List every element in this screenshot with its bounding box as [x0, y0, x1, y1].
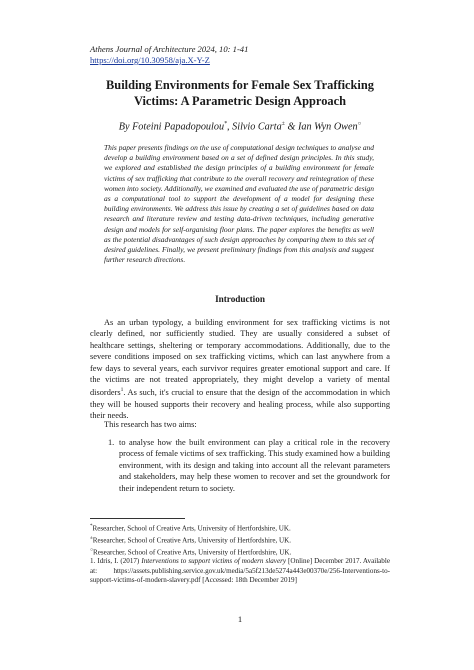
page-number: 1	[237, 614, 243, 624]
author-mark: ○	[357, 121, 362, 127]
paper-title: Building Environments for Female Sex Trafficking Victims: A Parametric Design Approach	[106, 78, 374, 108]
footnote	[90, 522, 390, 534]
list-item	[108, 437, 390, 494]
footnote-divider	[90, 518, 185, 519]
list-number: 1.	[108, 438, 115, 447]
footnote	[90, 546, 390, 558]
footnote-text: Researcher, School of Creative Arts, University of Hertfordshire, UK.	[93, 547, 292, 556]
list-text: to analyse how the built environment can play a critical role in the recovery process of female victims of sex trafficking. This study examined how a building environment, with its design and taking into account all the relevant parameters and stakeholders, may help these women to recover and set the groundwork for their independent return to society.	[119, 438, 390, 493]
footnote-text: Researcher, School of Creative Arts, University of Hertfordshire, UK.	[92, 524, 291, 533]
footnote-text: 1. Idris, I. (2017)	[90, 557, 142, 566]
section-heading-introduction: Introduction	[215, 294, 265, 304]
author-name: , Silvio Carta	[227, 121, 282, 133]
paragraph-text: . As such, it's crucial to ensure that the design of the accommodation in which they will be housed supports their recovery and healing process, while also supporting their needs.	[90, 388, 390, 421]
footnote-mark: *	[90, 524, 93, 529]
footnote-mark: ±	[90, 535, 93, 541]
footnote-text: Researcher, School of Creative Arts, University of Hertfordshire, UK.	[92, 536, 292, 545]
footnote-text: [Online] December 2017. Available at: https://assets.publishing.service.gov.uk/media/5a5f213de5274a443e00370e/256-Interventions-to-support-victims-of-modern-slavery.pdf [Accessed: 18th December 2019]	[90, 557, 390, 585]
author-mark: ±	[281, 121, 285, 127]
footnote-italic: Interventions to support victims of modern slavery	[141, 557, 286, 566]
footnotes	[90, 522, 390, 586]
abstract: This paper presents findings on the use of computational design techniques to analyse and develop a building environment based on a set of defined design principles. In this study, we explored and established the design principles of a building environment for female victims of sex trafficking that contribute to the overall recovery and reintegration of these women into society. Additionally, we examined and evaluated the use of parametric design as a computational tool to support the development of a model for designing these building environments. We address this issue by creating a set of guidelines based on data research and literature review and testing data-driven techniques, including generative design and models for self-organising floor plans. The paper explores the benefits as well as the potential disadvantages of such design approaches by comparing them to this set of desired guidelines. Finally, we present preliminary findings from this analysis and suggest further research directions.	[104, 143, 374, 265]
footnote	[90, 534, 390, 546]
footnote-mark: ○	[90, 547, 94, 553]
footnote	[90, 557, 390, 585]
author-line	[90, 118, 390, 133]
author-name: By Foteini Papadopoulou	[118, 121, 225, 133]
author-name: & Ian Wyn Owen	[284, 121, 358, 133]
paragraph	[90, 317, 390, 421]
footnote-ref[interactable]: 1	[120, 387, 124, 394]
doi-link[interactable]: https://doi.org/10.30958/aja.X-Y-Z	[90, 55, 210, 65]
paragraph: This research has two aims:	[104, 420, 197, 429]
journal-citation: Athens Journal of Architecture 2024, 10: 1-41	[90, 44, 249, 54]
paragraph-text: As an urban typology, a building environment for sex trafficking victims is not clearly defined, nor sufficiently studied. They are usually considered a subset of healthcare settings, sheltering or temporary accommodations. Additionally, due to the severe conditions imposed on sex trafficking victims, which can last anywhere from a few days to several years, each survivor requires greater emotional support and care. If the victims are not treated appropriately, they might develop a variety of mental disorders	[90, 318, 390, 398]
author-mark: *	[224, 121, 228, 127]
